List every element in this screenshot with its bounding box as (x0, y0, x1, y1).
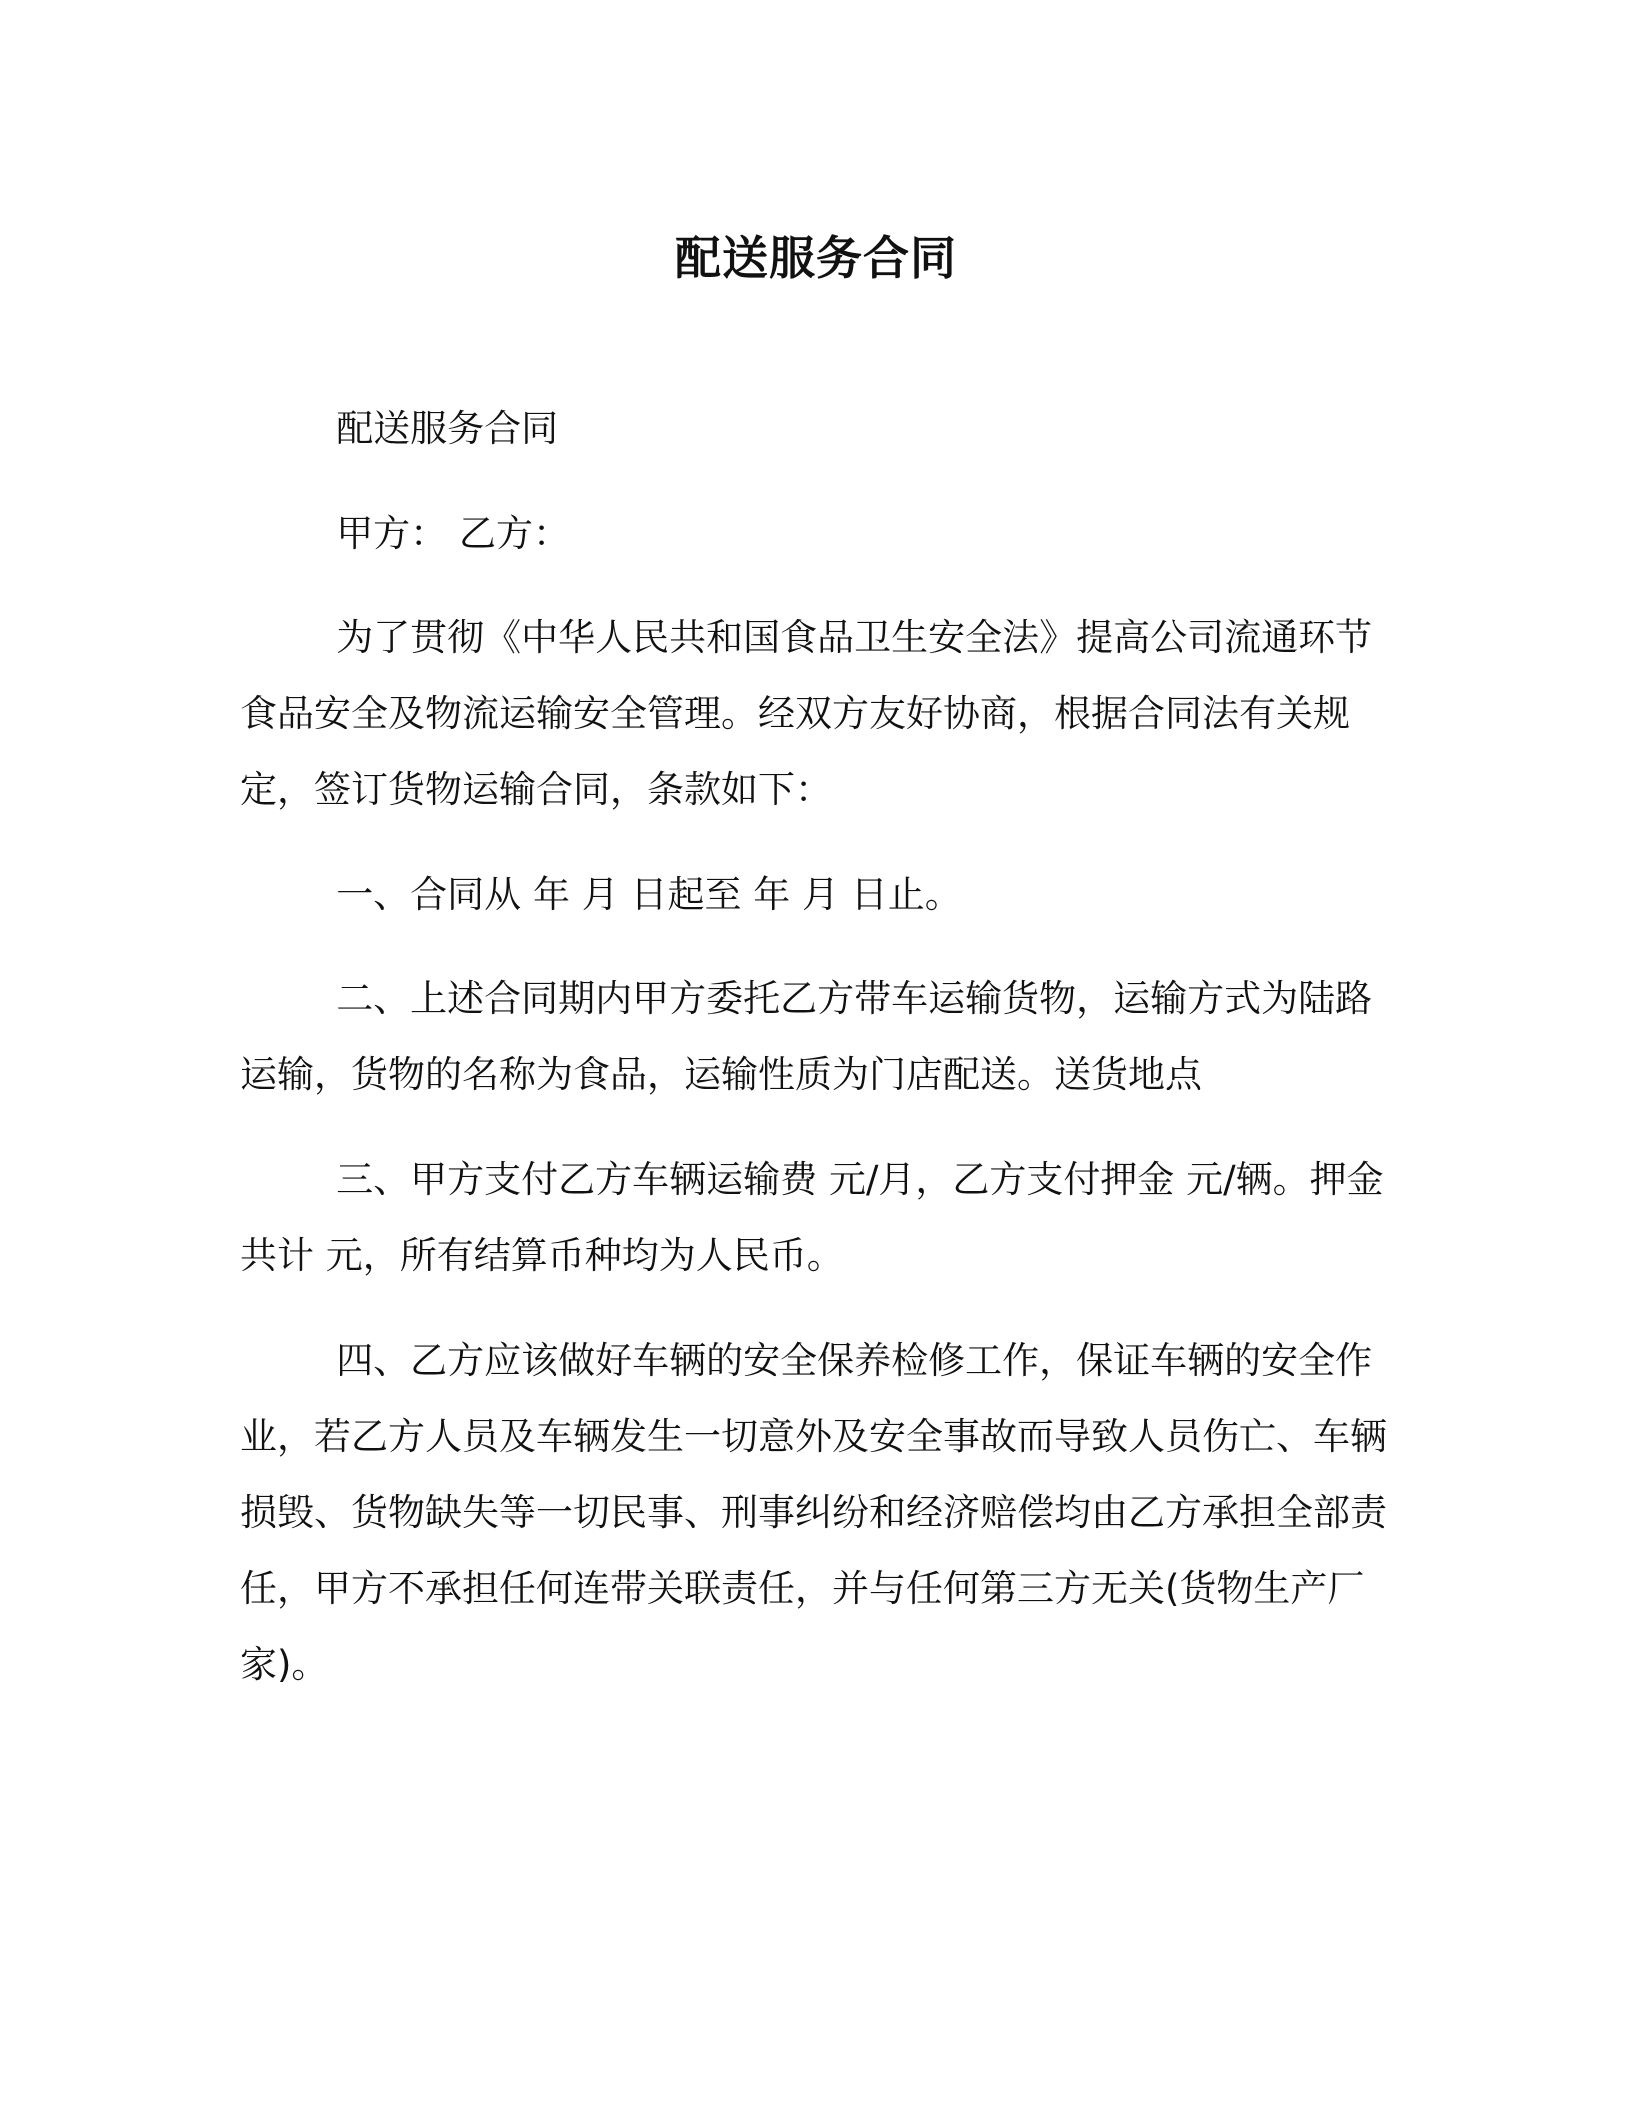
parties-line: 甲方： 乙方： (336, 512, 570, 555)
purpose-paragraph: 为了贯彻《中华人民共和国食品卫生安全法》提高公司流通环节食品安全及物流运输安全管理。经双方友好协商，根据合同法有关规定，签订货物运输合同，条款如下： (240, 616, 1373, 811)
clause-term: 一、合同从 年 月 日起至 年 月 日止。 (336, 873, 962, 916)
document-title: 配送服务合同 (675, 231, 957, 285)
document-subtitle: 配送服务合同 (336, 407, 559, 450)
clause-transport-scope: 二、上述合同期内甲方委托乙方带车运输货物，运输方式为陆路运输，货物的名称为食品，运输性质为门店配送。送货地点 (240, 977, 1373, 1096)
document-body (240, 391, 1390, 1703)
clause-fees-deposit: 三、甲方支付乙方车辆运输费 元/月，乙方支付押金 元/辆。押金共计 元，所有结算币种均为人民币。 (240, 1158, 1384, 1277)
clause-safety-liability: 四、乙方应该做好车辆的安全保养检修工作，保证车辆的安全作业，若乙方人员及车辆发生一切意外及安全事故而导致人员伤亡、车辆损毁、货物缺失等一切民事、刑事纠纷和经济赔偿均由乙方承担全部责任，甲方不承担任何连带关联责任，并与任何第三方无关(货物生产厂家)。 (240, 1339, 1387, 1686)
